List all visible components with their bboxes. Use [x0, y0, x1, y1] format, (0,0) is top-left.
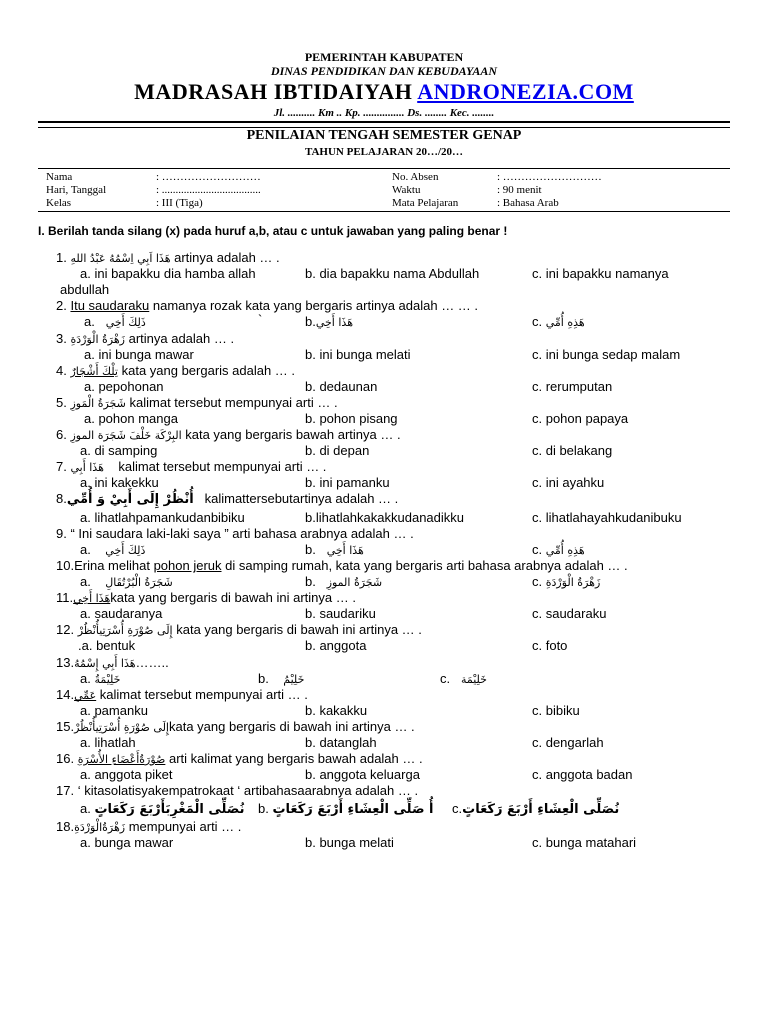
q11-option-b[interactable]: b. saudariku	[305, 606, 376, 621]
option-arabic: خَلِيْمُ	[283, 673, 305, 686]
mapel-value: : Bahasa Arab	[497, 197, 559, 209]
question-1	[56, 250, 280, 267]
option-letter: c.	[532, 542, 543, 557]
absen-field[interactable]: : ………………………	[497, 171, 602, 183]
waktu-label: Waktu	[392, 184, 421, 196]
question-number: 17.	[56, 783, 75, 798]
question-text: kata yang bergaris di bawah ini artinya … .	[110, 590, 356, 605]
option-arabic: هَذَا أَخِي	[315, 316, 353, 329]
q17-option-b[interactable]	[258, 801, 434, 818]
option-arabic: نُصَلِّى الْمَغْرِبَأَرْبَعَ رَكَعَاتٍ	[94, 802, 245, 817]
question-number: 14.	[56, 687, 75, 702]
option-letter: b.	[305, 542, 316, 557]
q11-option-c[interactable]: c. saudaraku	[532, 606, 607, 621]
question-text: kata yang bergaris di bawah ini artinya … .	[172, 622, 422, 637]
option-letter: c.	[532, 574, 543, 589]
q4-option-c[interactable]: c. rerumputan	[532, 379, 613, 394]
option-arabic: زَهْرَةُ الْوَرْدَةِ	[545, 576, 601, 589]
instruction: I. Berilah tanda silang (x) pada huruf a,b, atau c untuk jawaban yang paling benar !	[38, 224, 508, 238]
q1-option-b[interactable]: b. dia bapakku nama Abdullah	[305, 266, 480, 281]
school-title: MADRASAH IBTIDAIYAH	[134, 79, 413, 104]
arabic-text: إِلَى صُوْرَةِ أُسْرَتِيأُنْظُرْ	[74, 721, 169, 734]
question-3	[56, 331, 234, 348]
question-2	[56, 298, 478, 314]
question-14	[56, 687, 308, 704]
q10-option-a[interactable]	[80, 574, 173, 591]
option-arabic: هَذَا أَخِي	[326, 544, 364, 557]
question-text: ……..	[135, 655, 169, 670]
option-letter: b.	[305, 314, 316, 329]
option-letter: a.	[80, 671, 91, 686]
q17-option-c[interactable]	[452, 801, 619, 818]
question-text: kata yang bergaris bawah artinya … .	[181, 427, 401, 442]
q2-option-a[interactable]	[84, 314, 146, 331]
option-letter: b.	[305, 574, 316, 589]
option-arabic: هَذِهِ أُمِّي	[545, 544, 585, 557]
q7-option-a[interactable]: a. ini kakekku	[80, 475, 159, 490]
question-text: kalimat tersebut mempunyai arti … .	[114, 459, 327, 474]
question-number: 18.	[56, 819, 75, 834]
q9-option-c[interactable]	[532, 542, 585, 559]
question-number: 13.	[56, 655, 75, 670]
department-name: DINAS PENDIDIKAN DAN KEBUDAYAAN	[270, 64, 498, 78]
q1-option-c-continued: abdullah	[60, 282, 110, 297]
option-arabic: نُصَلِّى الْعِشَاءِ أَرْبَعَ رَكَعَاتٍ	[462, 802, 620, 817]
question-prefix: 2.	[56, 298, 71, 313]
q15-option-b[interactable]: b. datanglah	[305, 735, 377, 750]
question-number: 16.	[56, 751, 75, 766]
q2-option-c[interactable]	[532, 314, 585, 331]
stray-mark: `	[258, 312, 263, 327]
question-text: kalimat tersebut mempunyai arti … .	[96, 687, 308, 702]
question-number: 9.	[56, 526, 67, 541]
q4-option-b[interactable]: b. dedaunan	[305, 379, 378, 394]
q5-option-a[interactable]: a. pohon manga	[84, 411, 178, 426]
question-18	[56, 819, 241, 836]
absen-label: No. Absen	[392, 171, 439, 183]
q1-option-c[interactable]: c. ini bapakku namanya	[532, 266, 669, 281]
arabic-text: تِلْكَ أَشْجَارٌ	[70, 365, 118, 378]
question-text: ‘ kitasolatisyakempatrokaat ‘ artibahasaarabnya adalah … .	[77, 783, 419, 798]
q8-option-c[interactable]: c. lihatlahayahkudanibuku	[532, 510, 682, 525]
question-text: namanya rozak kata yang bergaris artinya adalah … … .	[149, 298, 479, 313]
question-15	[56, 719, 415, 736]
q12-option-c[interactable]: c. foto	[532, 638, 568, 653]
question-text: mempunyai arti … .	[125, 819, 242, 834]
arabic-text: هَذَا أَبِي إِسْمُهُ	[74, 657, 136, 670]
question-8	[56, 491, 398, 508]
question-number: 7.	[56, 459, 67, 474]
question-4	[56, 363, 295, 380]
question-text: “ Ini saudara laki-laki saya ” arti bahasa arabnya adalah … .	[70, 526, 414, 541]
question-13	[56, 655, 169, 672]
option-letter: c.	[532, 314, 543, 329]
q18-option-c[interactable]: c. bunga matahari	[532, 835, 637, 850]
kelas-value: : III (Tiga)	[156, 197, 203, 209]
question-text: kata yang bergaris di bawah ini artinya … .	[168, 719, 415, 734]
q6-option-b[interactable]: b. di depan	[305, 443, 370, 458]
question-6	[56, 427, 401, 444]
q18-option-b[interactable]: b. bunga melati	[305, 835, 394, 850]
question-text: di samping rumah, kata yang bergaris arti bahasa arabnya adalah … .	[221, 558, 628, 573]
school-name	[0, 78, 768, 106]
q13-option-b[interactable]	[258, 671, 304, 688]
q14-option-c[interactable]: c. bibiku	[532, 703, 580, 718]
q16-option-b[interactable]: b. anggota keluarga	[305, 767, 420, 782]
question-number: 12.	[56, 622, 75, 637]
q18-option-a[interactable]: a. bunga mawar	[80, 835, 174, 850]
student-info-table	[38, 168, 730, 212]
arabic-text: صُوْرَةُأَعْضَاءِ الأُسْرَةِ	[77, 753, 166, 766]
q15-option-c[interactable]: c. dengarlah	[532, 735, 604, 750]
option-letter: a.	[80, 801, 91, 816]
q5-option-b[interactable]: b. pohon pisang	[305, 411, 398, 426]
waktu-value: : 90 menit	[497, 184, 542, 196]
exam-title: PENILAIAN TENGAH SEMESTER GENAP	[246, 128, 522, 143]
q10-option-c[interactable]	[532, 574, 600, 591]
q7-option-b[interactable]: b. ini pamanku	[305, 475, 390, 490]
q12-option-b[interactable]: b. anggota	[305, 638, 367, 653]
q10-option-b[interactable]	[305, 574, 382, 591]
exam-year: TAHUN PELAJARAN 20…/20…	[304, 146, 464, 158]
q8-option-a[interactable]: a. lihatlahpamankudanbibiku	[80, 510, 245, 525]
option-arabic: خَلِيْمَةُ	[94, 673, 121, 686]
q4-option-a[interactable]: a. pepohonan	[84, 379, 164, 394]
arabic-text: هَذَا أَخِي	[73, 592, 111, 605]
nama-label: Nama	[46, 171, 73, 183]
arabic-text: هَذَا أَبِي	[70, 461, 104, 474]
question-16	[56, 751, 423, 768]
q14-option-a[interactable]: a. pamanku	[80, 703, 148, 718]
option-arabic: شَجَرَةُ الْبُرْتُقَالِ	[105, 576, 173, 589]
arabic-text: شَجَرَةُ الْمَوزِ	[70, 397, 126, 410]
option-arabic: خَلِيْمَة	[460, 673, 487, 686]
arabic-text: هَذَا اَبِي اِسْمُهُ عَبْدُ اللهِ	[70, 252, 171, 265]
question-number: 11.	[56, 590, 74, 605]
q6-option-a[interactable]: a. di samping	[80, 443, 158, 458]
option-letter: c.	[440, 671, 451, 686]
school-address: Jl. .......... Km .. Kp. ............... Ds. ........ Kec. ........	[273, 107, 495, 119]
option-arabic: ذَلِكَ أَخِي	[105, 544, 146, 557]
question-17	[56, 783, 418, 799]
question-text: kata yang bergaris adalah … .	[117, 363, 296, 378]
question-text: kalimat tersebut mempunyai arti … .	[125, 395, 338, 410]
mapel-label: Mata Pelajaran	[392, 197, 459, 209]
option-arabic: هَذِهِ أُمِّي	[545, 316, 585, 329]
question-prefix: 10.Erina melihat	[56, 558, 154, 573]
site-link[interactable]: ANDRONEZIA.COM	[417, 79, 634, 104]
option-arabic: ذَلِكَ أَخِي	[105, 316, 146, 329]
q13-option-c[interactable]	[440, 671, 487, 688]
option-letter: c.	[452, 801, 463, 816]
option-arabic: شَجَرَةُ الموزِ	[326, 576, 383, 589]
q5-option-c[interactable]: c. pohon papaya	[532, 411, 629, 426]
question-text: artinya adalah … .	[124, 331, 235, 346]
option-letter: a.	[84, 314, 95, 329]
q7-option-c[interactable]: c. ini ayahku	[532, 475, 605, 490]
question-number: 1.	[56, 250, 67, 265]
question-text: kalimattersebutartinya adalah … .	[201, 491, 399, 506]
letterhead	[0, 50, 768, 120]
q16-option-c[interactable]: c. anggota badan	[532, 767, 633, 782]
hari-field[interactable]: : ....................................	[156, 184, 261, 196]
underlined-text: pohon jeruk	[153, 558, 222, 573]
question-number: 15.	[56, 719, 75, 734]
q14-option-b[interactable]: b. kakakku	[305, 703, 368, 718]
q3-option-b[interactable]: b. ini bunga melati	[305, 347, 411, 362]
option-letter: a.	[80, 542, 91, 557]
q6-option-c[interactable]: c. di belakang	[532, 443, 613, 458]
q2-option-b[interactable]	[305, 314, 353, 331]
option-letter: b.	[258, 671, 269, 686]
arabic-text: البِرْكَة خَلْفَ شَجَرَة الموزِ	[70, 429, 182, 442]
question-12	[56, 622, 422, 639]
option-letter: b.	[258, 801, 269, 816]
arabic-text: عَمِّي	[74, 689, 97, 702]
q1-option-a[interactable]: a. ini bapakku dia hamba allah	[80, 266, 256, 281]
q3-option-a[interactable]: a. ini bunga mawar	[84, 347, 194, 362]
question-text: artinya adalah … .	[170, 250, 280, 265]
q3-option-c[interactable]: c. ini bunga sedap malam	[532, 347, 681, 362]
option-arabic: أُ صَلِّى الْعِشَاءِ أَرْبَعَ رَكَعَاتٍ	[272, 802, 434, 817]
question-number: 4.	[56, 363, 67, 378]
question-10	[56, 558, 628, 574]
question-9	[56, 526, 414, 542]
question-11	[56, 590, 356, 607]
arabic-text: زَهْرَةُ الْوَرْدَةِ	[70, 333, 125, 346]
underlined-text: Itu saudaraku	[70, 298, 150, 313]
q16-option-a[interactable]: a. anggota piket	[80, 767, 173, 782]
nama-field[interactable]: : ………………………	[156, 171, 261, 183]
question-number: 6.	[56, 427, 67, 442]
option-letter: a.	[80, 574, 91, 589]
hari-label: Hari, Tanggal	[46, 184, 107, 196]
q17-option-a[interactable]	[80, 801, 244, 818]
arabic-text: زَهْرَةُالْوَرْدَةِ	[74, 821, 126, 834]
q9-option-a[interactable]	[80, 542, 145, 559]
question-5	[56, 395, 338, 412]
question-text: arti kalimat yang bergaris bawah adalah … .	[165, 751, 423, 766]
q15-option-a[interactable]: a. lihatlah	[80, 735, 136, 750]
question-number: 8.	[56, 491, 67, 506]
question-7	[56, 459, 326, 476]
q13-option-a[interactable]	[80, 671, 121, 688]
q11-option-a[interactable]: a. saudaranya	[80, 606, 163, 621]
government-name: PEMERINTAH KABUPATEN	[304, 50, 464, 64]
arabic-text: إِلَى صُوْرَةِ أُسْرَتِيأُنْظُرْ	[77, 624, 173, 637]
q12-option-a[interactable]: .a. bentuk	[78, 638, 136, 653]
kelas-label: Kelas	[46, 197, 72, 209]
question-number: 3.	[56, 331, 67, 346]
question-number: 5.	[56, 395, 67, 410]
arabic-text: أُنْظُرْ إِلَى أَبِيْ وَ أُمِّي	[66, 492, 194, 507]
header-divider	[38, 121, 730, 128]
q8-option-b[interactable]: b.lihatlahkakakkudanadikku	[305, 510, 464, 525]
q9-option-b[interactable]	[305, 542, 364, 559]
